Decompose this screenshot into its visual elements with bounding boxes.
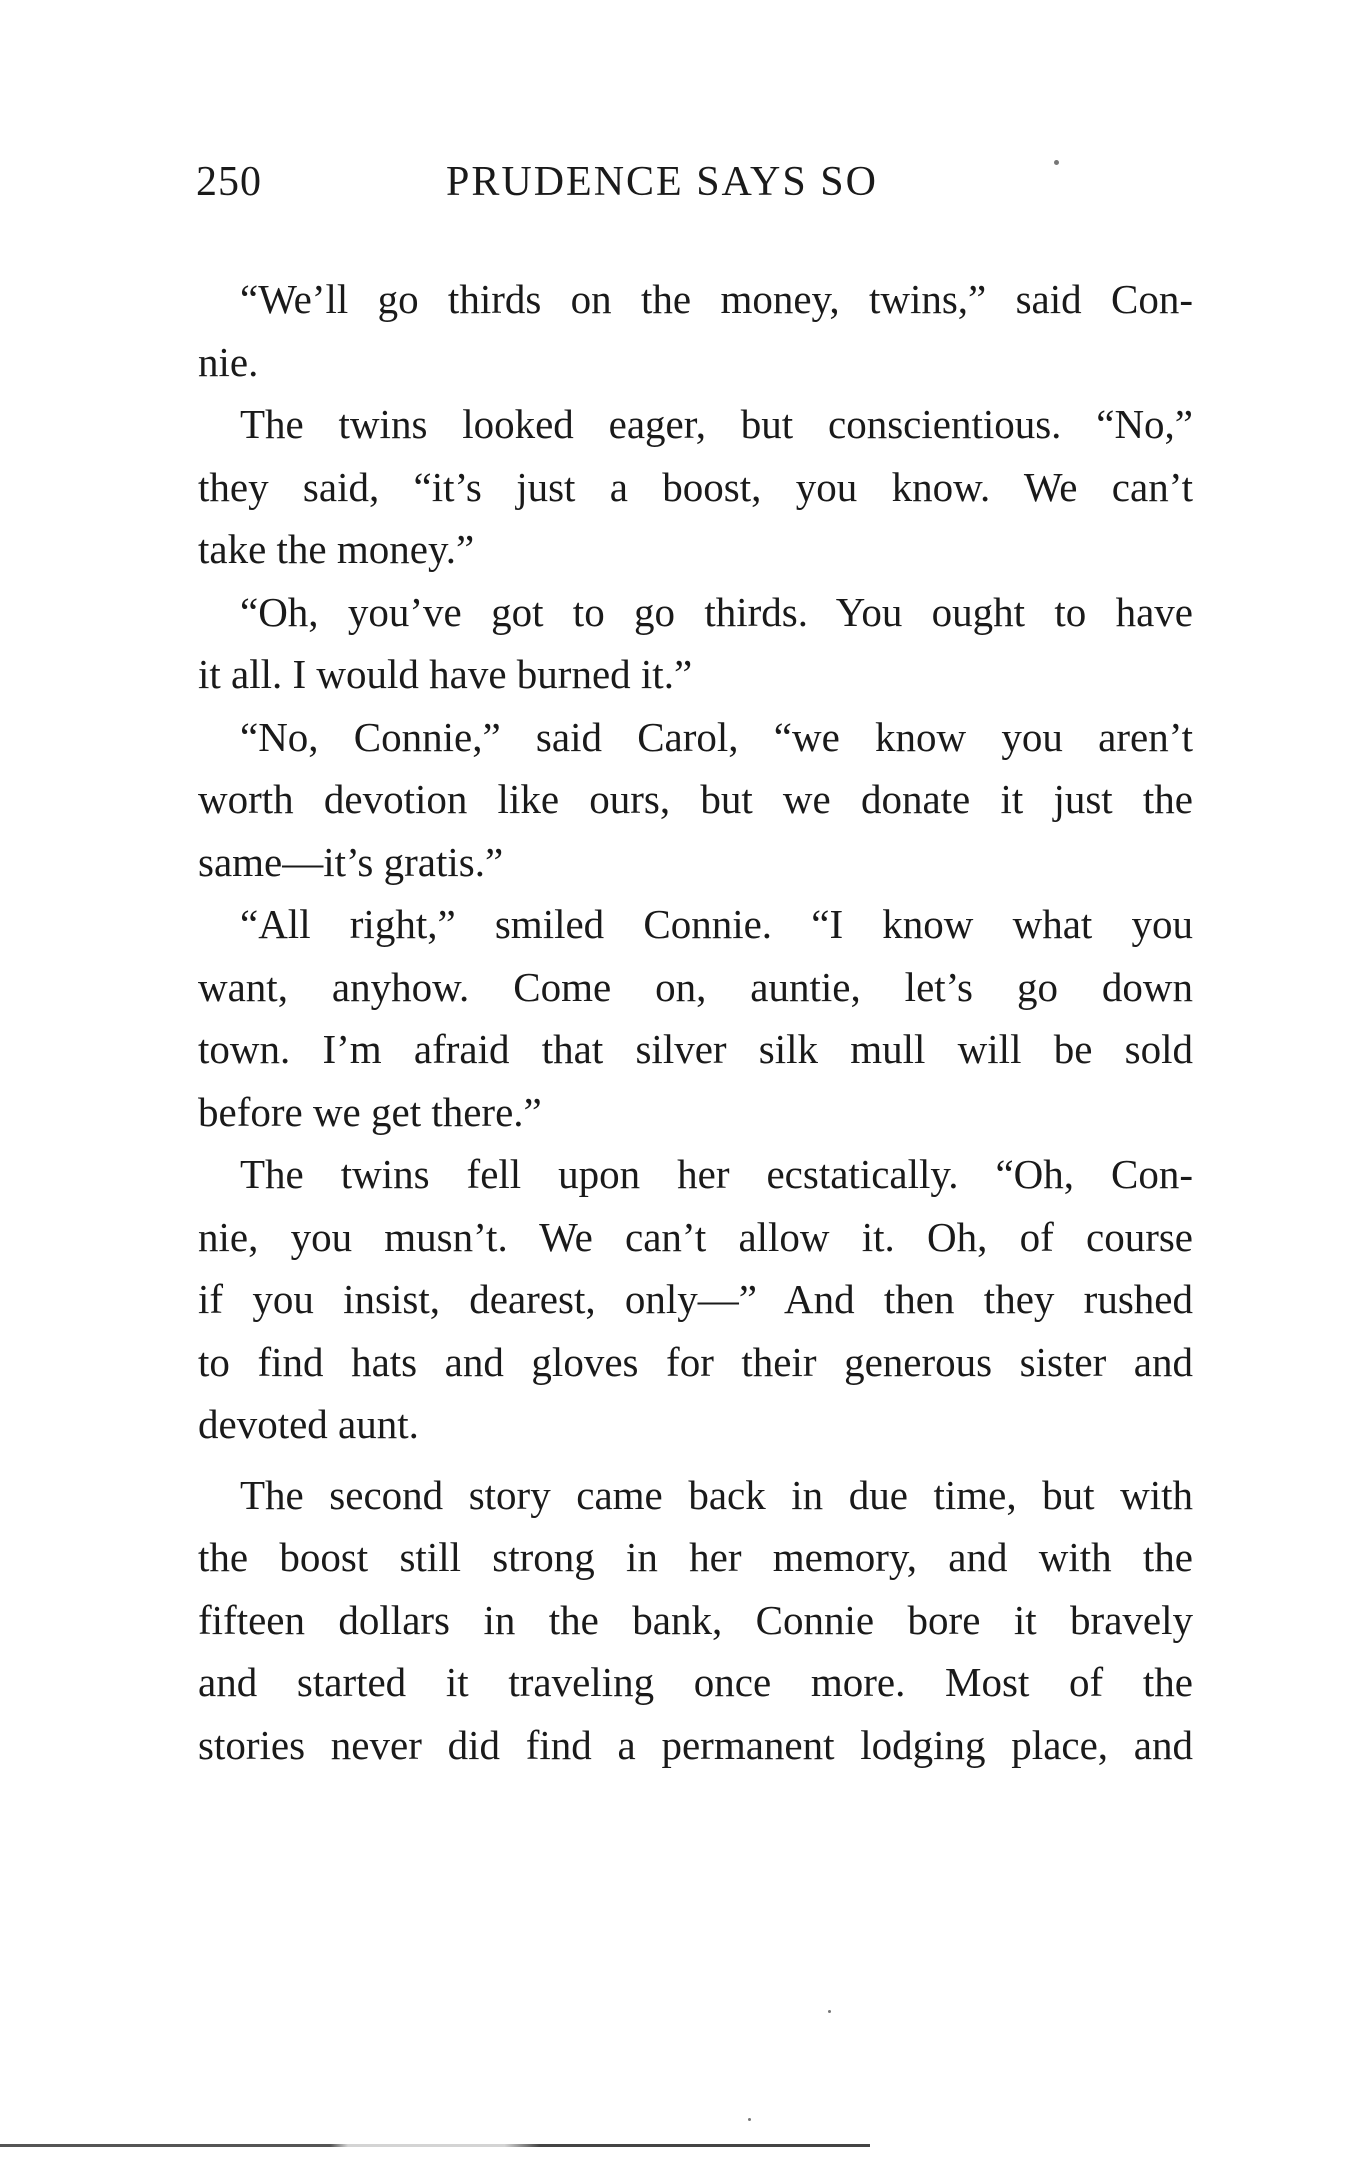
print-speck <box>828 2010 831 2013</box>
body-text <box>198 268 1193 1776</box>
text-line: “No, Connie,” said Carol, “we know you aren’t <box>240 713 1193 760</box>
text-line: The twins fell upon her ecstatically. “Oh, Con- <box>240 1151 1193 1197</box>
text-line: nie. <box>198 338 259 385</box>
text-line: they said, “it’s just a boost, you know. We can’t <box>198 463 1193 510</box>
running-title: PRUDENCE SAYS SO <box>446 159 878 205</box>
text-line: The second story came back in due time, but with <box>240 1471 1193 1518</box>
text-line: take the money.” <box>198 526 475 572</box>
print-speck <box>748 2118 751 2121</box>
text-line: “All right,” smiled Connie. “I know what you <box>240 901 1193 947</box>
text-line: “We’ll go thirds on the money, twins,” said Con- <box>240 276 1193 322</box>
text-line: it all. I would have burned it.” <box>198 651 693 697</box>
text-line: nie, you musn’t. We can’t allow it. Oh, of course <box>198 1213 1193 1260</box>
page-edge-rule <box>0 2144 870 2147</box>
text-line: fifteen dollars in the bank, Connie bore it bravely <box>198 1596 1193 1643</box>
text-line: want, anyhow. Come on, auntie, let’s go down <box>198 963 1193 1010</box>
text-line: the boost still strong in her memory, and with the <box>198 1534 1193 1580</box>
text-line: worth devotion like ours, but we donate it just the <box>198 776 1193 822</box>
print-speck <box>1054 160 1059 165</box>
text-line: devoted aunt. <box>198 1401 419 1447</box>
text-line: to find hats and gloves for their generous sister and <box>198 1338 1193 1385</box>
page-number: 250 <box>196 159 262 205</box>
text-line: if you insist, dearest, only—” And then they rushed <box>198 1276 1193 1322</box>
text-line: “Oh, you’ve got to go thirds. You ought to have <box>240 588 1193 635</box>
text-line: and started it traveling once more. Most of the <box>198 1659 1193 1705</box>
text-line: same—it’s gratis.” <box>198 838 504 885</box>
text-line: stories never did find a permanent lodging place, and <box>198 1721 1193 1768</box>
running-head <box>196 158 1196 218</box>
text-line: before we get there.” <box>198 1088 542 1135</box>
text-line: town. I’m afraid that silver silk mull will be sold <box>198 1026 1193 1072</box>
text-line: The twins looked eager, but conscientious. “No,” <box>240 401 1193 447</box>
